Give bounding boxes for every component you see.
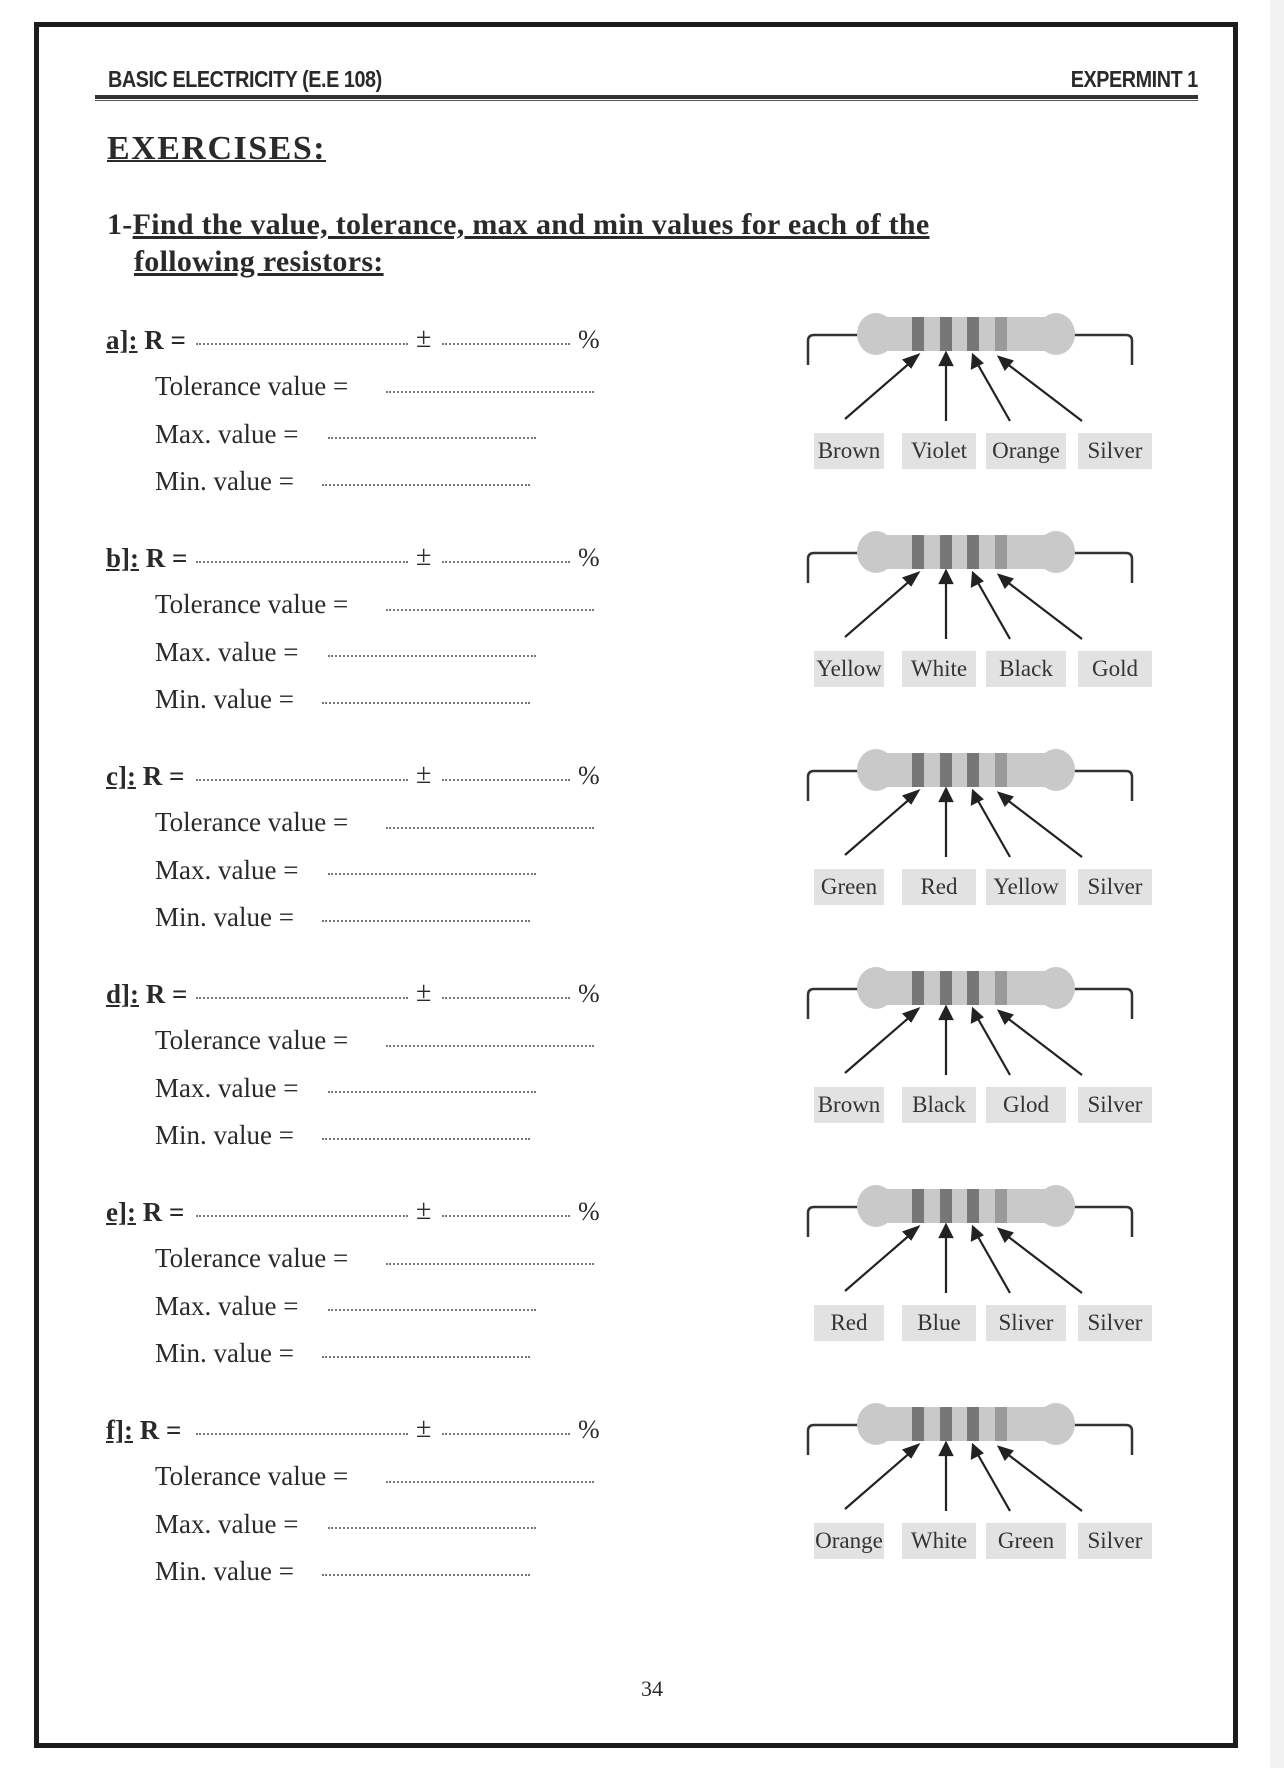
pointer-arrow <box>977 363 1010 421</box>
resistor-end-cap <box>1037 1403 1075 1445</box>
color-band <box>967 317 979 351</box>
pointer-arrow <box>1006 1453 1082 1511</box>
band-label-4: Silver <box>1078 1523 1152 1559</box>
exercise-letter: e]: <box>106 1197 136 1227</box>
band-label-4: Silver <box>1078 869 1152 905</box>
question-1 <box>107 206 1107 280</box>
color-band <box>912 1407 924 1441</box>
experiment-title: EXPERMINT 1 <box>1070 66 1198 92</box>
tolerance-value-blank[interactable] <box>386 827 594 829</box>
resistor-drawing <box>800 1395 1180 1525</box>
max-value-blank[interactable] <box>328 655 536 657</box>
tolerance-value-blank[interactable] <box>386 1481 594 1483</box>
min-value-label: Min. value = <box>155 684 294 714</box>
resistor-diagram <box>800 741 1180 911</box>
band-label-4: Silver <box>1078 433 1152 469</box>
r-equals-label: R = <box>145 979 188 1009</box>
max-value-label: Max. value = <box>155 1509 299 1539</box>
left-lead <box>808 553 860 583</box>
min-value-blank[interactable] <box>322 702 530 704</box>
exercise-d <box>0 979 1270 1179</box>
tolerance-value-label: Tolerance value = <box>155 371 349 401</box>
min-value-label: Min. value = <box>155 1338 294 1368</box>
tolerance-percent-blank[interactable] <box>442 343 570 345</box>
band-label-2: Blue <box>902 1305 976 1341</box>
color-band <box>912 971 924 1005</box>
color-band <box>940 971 952 1005</box>
r-equals-label: R = <box>142 761 185 791</box>
resistor-end-cap <box>1037 1185 1075 1227</box>
color-band <box>940 1189 952 1223</box>
max-value-label: Max. value = <box>155 855 299 885</box>
min-value-label: Min. value = <box>155 466 294 496</box>
right-lead <box>1070 335 1132 365</box>
resistor-diagram <box>800 959 1180 1129</box>
exercise-letter: f]: <box>106 1415 133 1445</box>
band-label-1: Brown <box>814 433 884 469</box>
exercise-label <box>106 325 186 356</box>
min-value-blank[interactable] <box>322 1356 530 1358</box>
exercise-label <box>106 761 184 792</box>
plus-minus-symbol: ± <box>416 323 432 354</box>
resistor-end-cap <box>857 967 895 1009</box>
percent-symbol: % <box>578 1415 600 1444</box>
plus-minus-symbol: ± <box>416 759 432 790</box>
pointer-arrow <box>977 1017 1010 1075</box>
color-band <box>967 971 979 1005</box>
plus-minus-symbol: ± <box>416 1413 432 1444</box>
color-band <box>967 1407 979 1441</box>
pointer-arrow <box>977 581 1010 639</box>
max-value-label: Max. value = <box>155 637 299 667</box>
pointer-arrow <box>845 361 912 419</box>
exercise-label <box>106 979 187 1010</box>
percent-symbol: % <box>578 543 600 572</box>
max-value-label: Max. value = <box>155 419 299 449</box>
color-band <box>995 1407 1007 1441</box>
resistor-drawing <box>800 741 1180 871</box>
tolerance-value-blank[interactable] <box>386 391 594 393</box>
section-title: EXERCISES: <box>107 130 327 167</box>
min-value-blank[interactable] <box>322 1574 530 1576</box>
right-lead <box>1070 771 1132 801</box>
band-label-2: Black <box>902 1087 976 1123</box>
max-value-blank[interactable] <box>328 1527 536 1529</box>
color-band <box>912 535 924 569</box>
max-value-label: Max. value = <box>155 1291 299 1321</box>
resistor-drawing <box>800 959 1180 1089</box>
right-lead <box>1070 1207 1132 1237</box>
color-band <box>967 535 979 569</box>
percent-symbol: % <box>578 761 600 790</box>
color-band <box>995 753 1007 787</box>
band-label-1: Red <box>814 1305 884 1341</box>
exercise-c <box>0 761 1270 961</box>
min-value-label: Min. value = <box>155 1120 294 1150</box>
pointer-arrow <box>977 1453 1010 1511</box>
r-equals-label: R = <box>145 543 188 573</box>
min-value-blank[interactable] <box>322 484 530 486</box>
resistor-diagram <box>800 523 1180 693</box>
band-label-4: Gold <box>1078 651 1152 687</box>
tolerance-value-label: Tolerance value = <box>155 1243 349 1273</box>
exercise-e <box>0 1197 1270 1397</box>
left-lead <box>808 771 860 801</box>
resistance-value-blank[interactable] <box>196 1215 408 1217</box>
left-lead <box>808 1425 860 1455</box>
right-lead <box>1070 553 1132 583</box>
page-number: 34 <box>641 1676 663 1701</box>
tolerance-percent-blank[interactable] <box>442 779 570 781</box>
min-value-blank[interactable] <box>322 920 530 922</box>
exercise-letter: a]: <box>106 325 138 355</box>
pointer-arrow <box>1006 799 1082 857</box>
band-label-3: Green <box>986 1523 1066 1559</box>
exercise-letter: b]: <box>106 543 139 573</box>
resistor-diagram <box>800 305 1180 475</box>
resistor-end-cap <box>857 313 895 355</box>
band-label-2: White <box>902 1523 976 1559</box>
resistor-drawing <box>800 523 1180 653</box>
tolerance-percent-blank[interactable] <box>442 1433 570 1435</box>
tolerance-percent-blank[interactable] <box>442 997 570 999</box>
band-label-3: Orange <box>986 433 1066 469</box>
tolerance-value-label: Tolerance value = <box>155 1025 349 1055</box>
color-band <box>967 753 979 787</box>
max-value-blank[interactable] <box>328 1309 536 1311</box>
tolerance-value-label: Tolerance value = <box>155 589 349 619</box>
resistor-end-cap <box>857 1185 895 1227</box>
resistor-drawing <box>800 305 1180 435</box>
pointer-arrow <box>1006 1017 1082 1075</box>
tolerance-percent-blank[interactable] <box>442 1215 570 1217</box>
band-label-2: White <box>902 651 976 687</box>
min-value-label: Min. value = <box>155 902 294 932</box>
resistor-end-cap <box>857 531 895 573</box>
pointer-arrow <box>977 799 1010 857</box>
resistance-value-blank[interactable] <box>196 343 408 345</box>
resistor-end-cap <box>1037 313 1075 355</box>
band-label-3: Sliver <box>986 1305 1066 1341</box>
color-band <box>995 1189 1007 1223</box>
plus-minus-symbol: ± <box>416 541 432 572</box>
color-band <box>912 317 924 351</box>
tolerance-value-blank[interactable] <box>386 609 594 611</box>
resistor-diagram <box>800 1177 1180 1347</box>
plus-minus-symbol: ± <box>416 977 432 1008</box>
plus-minus-symbol: ± <box>416 1195 432 1226</box>
min-value-blank[interactable] <box>322 1138 530 1140</box>
question-number: 1- <box>107 208 133 241</box>
resistor-end-cap <box>1037 749 1075 791</box>
pointer-arrow <box>845 797 912 855</box>
color-band <box>995 317 1007 351</box>
pointer-arrow <box>1006 581 1082 639</box>
color-band <box>940 535 952 569</box>
exercise-label <box>106 543 187 574</box>
resistance-value-blank[interactable] <box>196 1433 408 1435</box>
color-band <box>940 317 952 351</box>
band-label-3: Black <box>986 651 1066 687</box>
resistor-end-cap <box>1037 967 1075 1009</box>
tolerance-percent-blank[interactable] <box>442 561 570 563</box>
tolerance-value-label: Tolerance value = <box>155 1461 349 1491</box>
resistor-end-cap <box>857 749 895 791</box>
color-band <box>995 535 1007 569</box>
band-label-2: Violet <box>902 433 976 469</box>
resistor-end-cap <box>857 1403 895 1445</box>
percent-symbol: % <box>578 1197 600 1226</box>
question-text-line2: following resistors: <box>134 245 384 278</box>
band-label-4: Silver <box>1078 1305 1152 1341</box>
color-band <box>940 753 952 787</box>
pointer-arrow <box>845 1451 912 1509</box>
min-value-label: Min. value = <box>155 1556 294 1586</box>
max-value-blank[interactable] <box>328 1091 536 1093</box>
tolerance-value-blank[interactable] <box>386 1045 594 1047</box>
pointer-arrow <box>1006 1235 1082 1293</box>
band-label-2: Red <box>902 869 976 905</box>
resistor-drawing <box>800 1177 1180 1307</box>
pointer-arrow <box>845 579 912 637</box>
color-band <box>912 1189 924 1223</box>
r-equals-label: R = <box>144 325 186 355</box>
exercise-b <box>0 543 1270 743</box>
right-lead <box>1070 1425 1132 1455</box>
left-lead <box>808 1207 860 1237</box>
exercise-label <box>106 1415 181 1446</box>
r-equals-label: R = <box>139 1415 182 1445</box>
band-label-4: Silver <box>1078 1087 1152 1123</box>
exercise-a <box>0 325 1270 525</box>
percent-symbol: % <box>578 325 600 354</box>
tolerance-value-label: Tolerance value = <box>155 807 349 837</box>
resistance-value-blank[interactable] <box>196 997 408 999</box>
right-lead <box>1070 989 1132 1019</box>
resistance-value-blank[interactable] <box>196 561 408 563</box>
band-label-3: Yellow <box>986 869 1066 905</box>
exercise-f <box>0 1415 1270 1615</box>
band-label-1: Brown <box>814 1087 884 1123</box>
band-label-1: Orange <box>814 1523 884 1559</box>
pointer-arrow <box>977 1235 1010 1293</box>
resistance-value-blank[interactable] <box>196 779 408 781</box>
exercise-letter: d]: <box>106 979 139 1009</box>
pointer-arrow <box>845 1015 912 1073</box>
max-value-blank[interactable] <box>328 437 536 439</box>
band-label-1: Green <box>814 869 884 905</box>
course-title: BASIC ELECTRICITY (E.E 108) <box>108 66 382 92</box>
band-label-1: Yellow <box>814 651 884 687</box>
question-text-line1: Find the value, tolerance, max and min values for each of the <box>132 208 930 241</box>
max-value-label: Max. value = <box>155 1073 299 1103</box>
header-divider <box>95 95 1198 101</box>
resistor-diagram <box>800 1395 1180 1565</box>
color-band <box>967 1189 979 1223</box>
tolerance-value-blank[interactable] <box>386 1263 594 1265</box>
pointer-arrow <box>1006 363 1082 421</box>
left-lead <box>808 989 860 1019</box>
r-equals-label: R = <box>142 1197 185 1227</box>
resistor-end-cap <box>1037 531 1075 573</box>
exercise-label <box>106 1197 184 1228</box>
color-band <box>995 971 1007 1005</box>
band-label-3: Glod <box>986 1087 1066 1123</box>
exercise-letter: c]: <box>106 761 136 791</box>
color-band <box>912 753 924 787</box>
max-value-blank[interactable] <box>328 873 536 875</box>
percent-symbol: % <box>578 979 600 1008</box>
left-lead <box>808 335 860 365</box>
pointer-arrow <box>845 1233 912 1291</box>
color-band <box>940 1407 952 1441</box>
